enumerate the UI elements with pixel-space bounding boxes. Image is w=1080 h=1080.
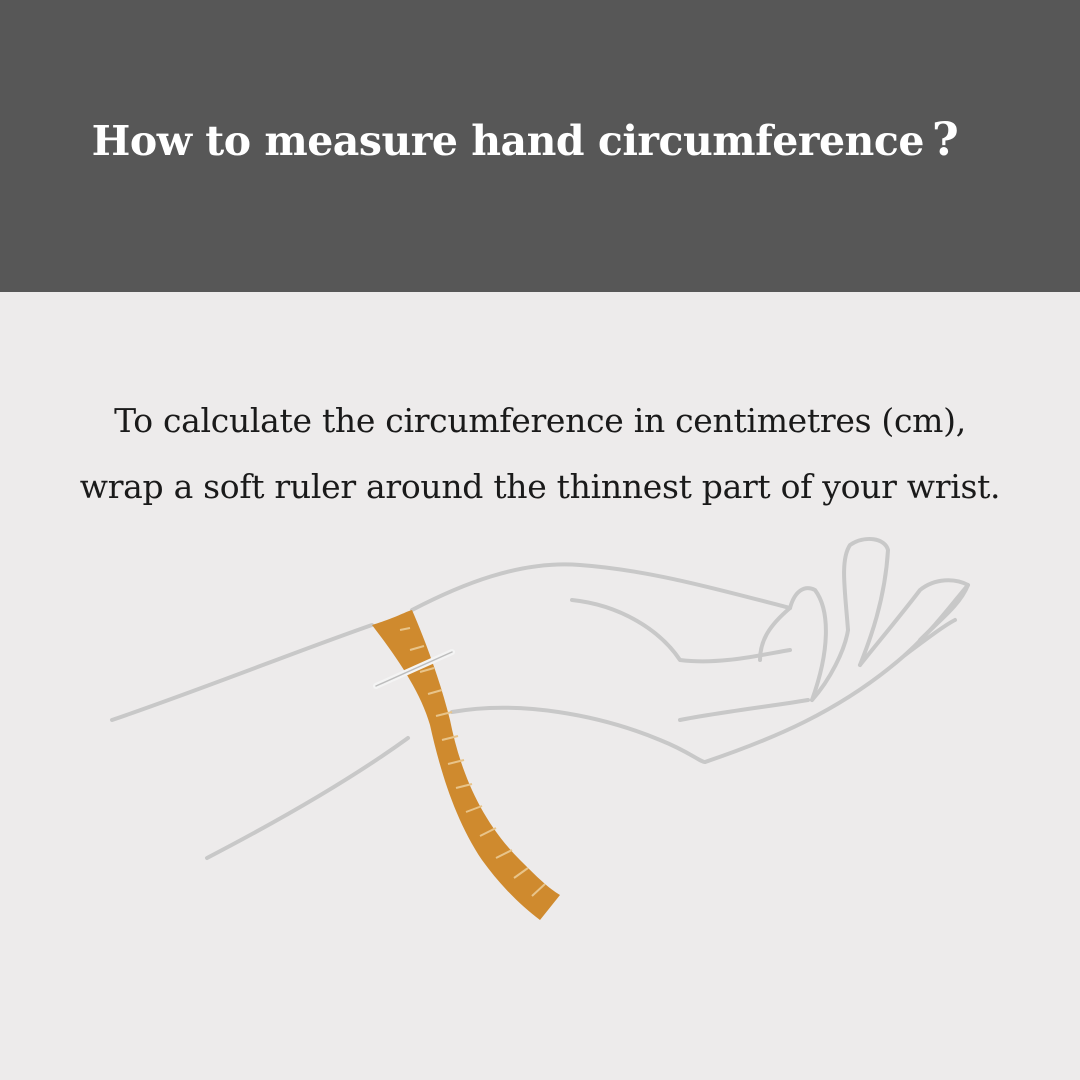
hand-outline-icon (112, 539, 968, 858)
measuring-tape-icon (372, 610, 560, 920)
question-mark: ? (931, 112, 959, 166)
instruction-line-2: wrap a soft ruler around the thinnest part of your wrist. (79, 467, 1001, 506)
page-title (0, 112, 1050, 166)
wrist-measurement-illustration (0, 520, 1080, 940)
instructions-text (0, 388, 1080, 520)
header-banner (0, 0, 1080, 292)
page-title-text: How to measure hand circumference (91, 117, 924, 165)
instruction-line-1: To calculate the circumference in centimetres (cm), (114, 401, 966, 440)
